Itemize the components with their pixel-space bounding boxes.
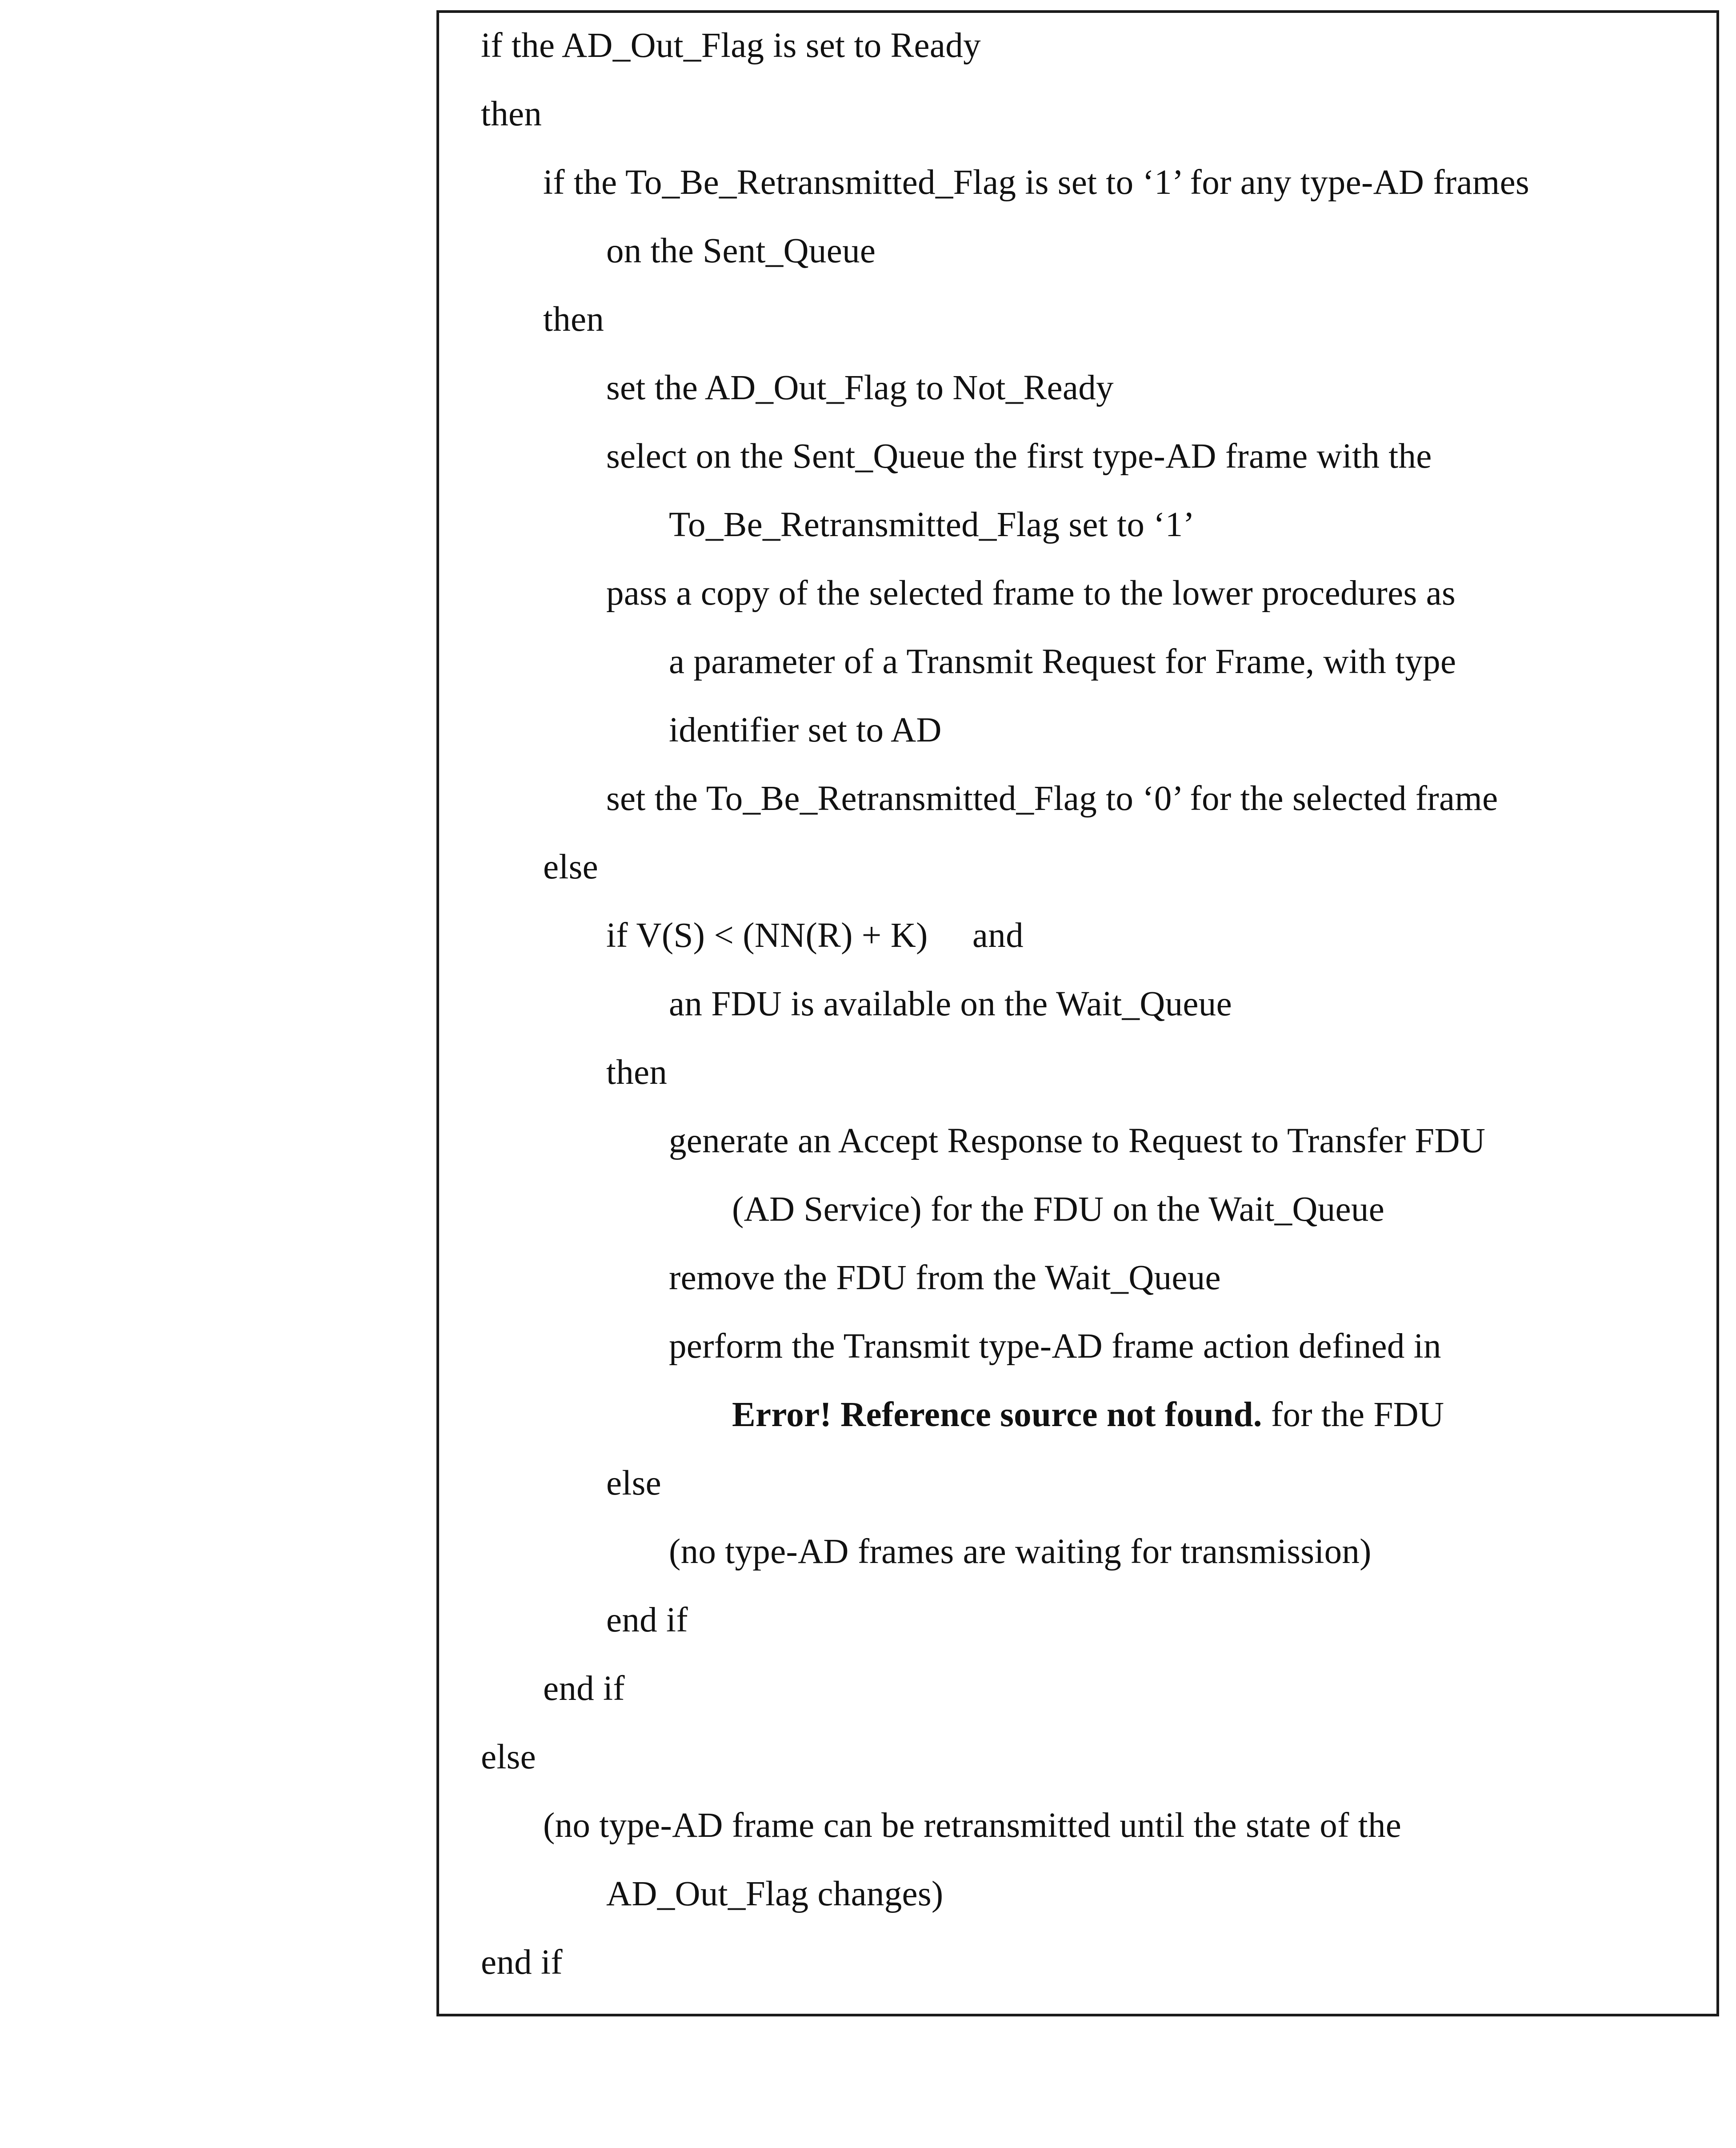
procedure-line-6: set the AD_Out_Flag to Not_Ready — [606, 369, 1114, 407]
procedure-line-15: an FDU is available on the Wait_Queue — [669, 985, 1232, 1023]
procedure-line-16: then — [606, 1053, 668, 1092]
procedure-line-17: generate an Accept Response to Request to Transfer FDU — [669, 1122, 1486, 1160]
procedure-line-23: (no type-AD frames are waiting for transmission) — [669, 1532, 1372, 1571]
procedure-line-3: if the To_Be_Retransmitted_Flag is set to ‘1’ for any type-AD frames — [543, 163, 1530, 202]
procedure-line-9: pass a copy of the selected frame to the lower procedures as — [606, 574, 1456, 613]
procedure-line-29: end if — [481, 1943, 563, 1982]
procedure-line-25: end if — [543, 1669, 625, 1708]
procedure-line-26: else — [481, 1738, 536, 1776]
error-reference-text: Error! Reference source not found. — [732, 1395, 1262, 1434]
procedure-line-28: AD_Out_Flag changes) — [606, 1875, 944, 1913]
procedure-line-12: set the To_Be_Retransmitted_Flag to ‘0’ for the selected frame — [606, 779, 1498, 818]
procedure-line-1: if the AD_Out_Flag is set to Ready — [481, 26, 981, 65]
procedure-line-21 — [732, 1393, 1444, 1437]
procedure-line-18: (AD Service) for the FDU on the Wait_Queue — [732, 1190, 1385, 1229]
procedure-line-24: end if — [606, 1601, 688, 1639]
procedure-line-4: on the Sent_Queue — [606, 232, 876, 270]
procedure-line-8: To_Be_Retransmitted_Flag set to ‘1’ — [669, 505, 1195, 544]
procedure-line-27: (no type-AD frame can be retransmitted until the state of the — [543, 1806, 1402, 1845]
procedure-line-2: then — [481, 95, 542, 133]
procedure-line-20: perform the Transmit type-AD frame action defined in — [669, 1327, 1441, 1366]
procedure-line-19: remove the FDU from the Wait_Queue — [669, 1258, 1221, 1297]
procedure-line-7: select on the Sent_Queue the first type-AD frame with the — [606, 437, 1432, 476]
procedure-line-13: else — [543, 848, 599, 886]
procedure-line-10: a parameter of a Transmit Request for Frame, with type — [669, 642, 1456, 681]
error-reference-tail: for the FDU — [1262, 1395, 1444, 1434]
procedure-line-11: identifier set to AD — [669, 711, 942, 749]
procedure-line-14: if V(S) < (NN(R) + K) and — [606, 916, 1024, 955]
procedure-line-5: then — [543, 300, 604, 339]
procedure-line-22: else — [606, 1464, 662, 1503]
